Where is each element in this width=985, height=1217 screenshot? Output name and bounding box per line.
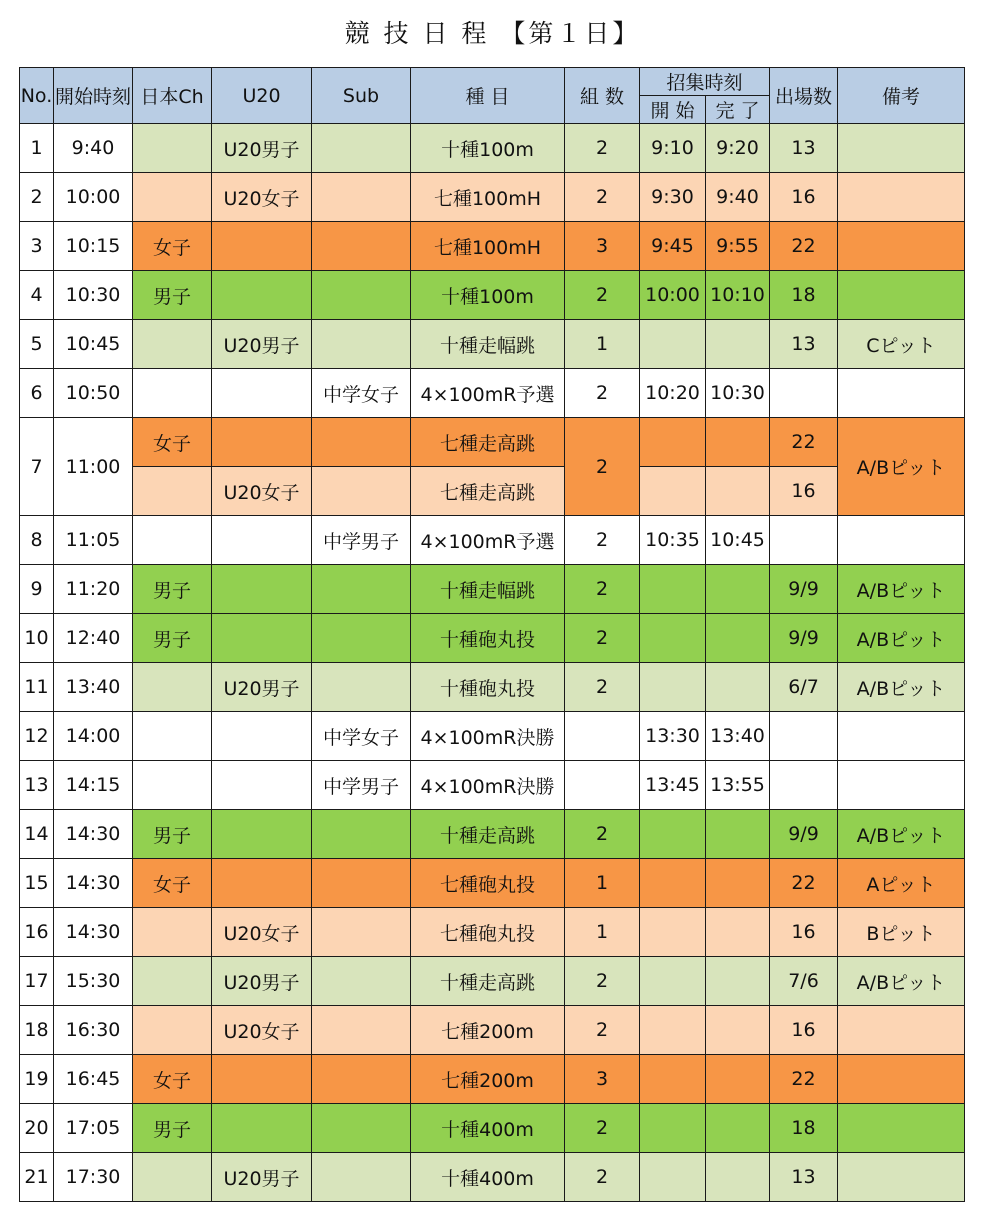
- schedule-body: [20, 124, 965, 1202]
- table-row: [20, 1006, 965, 1055]
- row-groups: 2: [565, 124, 640, 173]
- row-start-time: 10:30: [54, 271, 133, 320]
- row-sub: [312, 418, 411, 467]
- row-entries: [770, 516, 838, 565]
- row-notes: [838, 516, 965, 565]
- row-u20: [212, 516, 312, 565]
- row-groups: 2: [565, 418, 640, 516]
- row-notes: [838, 712, 965, 761]
- row-entries: 9/9: [770, 565, 838, 614]
- row-japan-ch: 女子: [133, 418, 212, 467]
- row-groups: 2: [565, 810, 640, 859]
- row-sub: [312, 1153, 411, 1202]
- row-japan-ch: [133, 1006, 212, 1055]
- row-u20: [212, 418, 312, 467]
- row-call-start: [640, 1055, 706, 1104]
- row-sub: [312, 1055, 411, 1104]
- row-sub: [312, 663, 411, 712]
- row-start-time: 14:15: [54, 761, 133, 810]
- row-call-end: [706, 1055, 770, 1104]
- row-start-time: 14:30: [54, 810, 133, 859]
- row-call-start: [640, 1006, 706, 1055]
- row-no: 21: [20, 1153, 54, 1202]
- row-start-time: 9:40: [54, 124, 133, 173]
- row-event: 七種100mH: [411, 173, 565, 222]
- row-notes: [838, 1006, 965, 1055]
- row-sub: [312, 859, 411, 908]
- row-call-end: 9:20: [706, 124, 770, 173]
- row-u20: U20男子: [212, 957, 312, 1006]
- row-call-end: [706, 614, 770, 663]
- row-entries: [770, 369, 838, 418]
- row-call-end: 9:55: [706, 222, 770, 271]
- row-u20: [212, 271, 312, 320]
- row-u20: [212, 1104, 312, 1153]
- row-start-time: 15:30: [54, 957, 133, 1006]
- row-no: 7: [20, 418, 54, 516]
- row-event: 十種砲丸投: [411, 663, 565, 712]
- table-row: [20, 467, 965, 516]
- row-no: 2: [20, 173, 54, 222]
- row-entries: 9/9: [770, 810, 838, 859]
- row-japan-ch: [133, 908, 212, 957]
- row-entries: 16: [770, 1006, 838, 1055]
- row-start-time: 17:05: [54, 1104, 133, 1153]
- row-call-start: 10:00: [640, 271, 706, 320]
- row-u20: [212, 1055, 312, 1104]
- row-sub: 中学男子: [312, 761, 411, 810]
- row-event: 十種100m: [411, 271, 565, 320]
- table-row: [20, 173, 965, 222]
- row-call-start: [640, 663, 706, 712]
- row-event: 七種200m: [411, 1055, 565, 1104]
- row-call-end: [706, 565, 770, 614]
- row-japan-ch: [133, 1153, 212, 1202]
- row-sub: 中学女子: [312, 712, 411, 761]
- row-notes: A/Bピット: [838, 418, 965, 516]
- row-japan-ch: [133, 467, 212, 516]
- row-call-start: [640, 1153, 706, 1202]
- row-notes: A/Bピット: [838, 565, 965, 614]
- row-groups: 2: [565, 1006, 640, 1055]
- row-notes: [838, 124, 965, 173]
- row-call-start: [640, 1104, 706, 1153]
- row-notes: [838, 173, 965, 222]
- row-entries: 16: [770, 908, 838, 957]
- row-call-end: [706, 320, 770, 369]
- header-no: No.: [20, 68, 54, 124]
- row-no: 5: [20, 320, 54, 369]
- row-event: 4×100mR予選: [411, 369, 565, 418]
- row-no: 17: [20, 957, 54, 1006]
- row-notes: A/Bピット: [838, 957, 965, 1006]
- row-groups: 2: [565, 1104, 640, 1153]
- row-u20: U20男子: [212, 1153, 312, 1202]
- row-event: 4×100mR決勝: [411, 712, 565, 761]
- header-groups: 組 数: [565, 68, 640, 124]
- row-call-start: 9:10: [640, 124, 706, 173]
- row-call-start: [640, 859, 706, 908]
- row-notes: [838, 761, 965, 810]
- row-groups: [565, 761, 640, 810]
- row-start-time: 16:45: [54, 1055, 133, 1104]
- row-event: 七種200m: [411, 1006, 565, 1055]
- row-no: 16: [20, 908, 54, 957]
- header-event: 種 目: [411, 68, 565, 124]
- row-start-time: 11:05: [54, 516, 133, 565]
- row-start-time: 16:30: [54, 1006, 133, 1055]
- row-japan-ch: [133, 369, 212, 418]
- row-event: 4×100mR予選: [411, 516, 565, 565]
- row-japan-ch: [133, 712, 212, 761]
- row-call-end: 10:45: [706, 516, 770, 565]
- row-no: 9: [20, 565, 54, 614]
- row-entries: 22: [770, 222, 838, 271]
- row-notes: A/Bピット: [838, 663, 965, 712]
- row-no: 13: [20, 761, 54, 810]
- row-start-time: 11:00: [54, 418, 133, 516]
- row-groups: 2: [565, 663, 640, 712]
- row-groups: 1: [565, 908, 640, 957]
- table-row: [20, 222, 965, 271]
- row-call-end: [706, 467, 770, 516]
- row-call-end: [706, 1104, 770, 1153]
- row-event: 十種400m: [411, 1104, 565, 1153]
- row-call-start: [640, 565, 706, 614]
- row-start-time: 14:30: [54, 859, 133, 908]
- row-entries: 6/7: [770, 663, 838, 712]
- row-call-start: [640, 810, 706, 859]
- row-japan-ch: 男子: [133, 1104, 212, 1153]
- row-u20: [212, 761, 312, 810]
- row-groups: [565, 712, 640, 761]
- row-start-time: 10:50: [54, 369, 133, 418]
- row-u20: [212, 614, 312, 663]
- row-call-start: 10:20: [640, 369, 706, 418]
- row-call-start: [640, 467, 706, 516]
- table-row: [20, 1104, 965, 1153]
- row-event: 十種砲丸投: [411, 614, 565, 663]
- row-sub: [312, 173, 411, 222]
- row-japan-ch: 女子: [133, 859, 212, 908]
- row-call-start: 9:45: [640, 222, 706, 271]
- row-entries: 22: [770, 1055, 838, 1104]
- row-entries: 16: [770, 173, 838, 222]
- row-japan-ch: [133, 173, 212, 222]
- row-u20: [212, 369, 312, 418]
- row-call-end: [706, 810, 770, 859]
- row-groups: 2: [565, 369, 640, 418]
- row-no: 8: [20, 516, 54, 565]
- row-notes: Cピット: [838, 320, 965, 369]
- row-japan-ch: 男子: [133, 810, 212, 859]
- row-sub: 中学女子: [312, 369, 411, 418]
- row-event: 七種走高跳: [411, 418, 565, 467]
- row-japan-ch: [133, 320, 212, 369]
- row-japan-ch: [133, 516, 212, 565]
- row-japan-ch: [133, 663, 212, 712]
- row-call-end: [706, 1006, 770, 1055]
- table-row: [20, 1055, 965, 1104]
- row-event: 十種走幅跳: [411, 565, 565, 614]
- table-row: [20, 810, 965, 859]
- row-call-end: 13:55: [706, 761, 770, 810]
- row-no: 19: [20, 1055, 54, 1104]
- row-sub: [312, 467, 411, 516]
- row-u20: [212, 859, 312, 908]
- row-sub: [312, 1006, 411, 1055]
- page-title: 競 技 日 程 【第１日】: [344, 19, 641, 48]
- row-entries: 13: [770, 1153, 838, 1202]
- row-start-time: 10:00: [54, 173, 133, 222]
- row-no: 1: [20, 124, 54, 173]
- row-japan-ch: 女子: [133, 1055, 212, 1104]
- row-call-start: [640, 418, 706, 467]
- row-call-start: [640, 957, 706, 1006]
- row-japan-ch: [133, 761, 212, 810]
- row-entries: [770, 712, 838, 761]
- row-call-end: [706, 957, 770, 1006]
- row-no: 11: [20, 663, 54, 712]
- row-event: 七種走高跳: [411, 467, 565, 516]
- row-event: 4×100mR決勝: [411, 761, 565, 810]
- row-groups: 2: [565, 173, 640, 222]
- row-start-time: 17:30: [54, 1153, 133, 1202]
- row-notes: [838, 1055, 965, 1104]
- header-call-time: 招集時刻: [640, 68, 770, 96]
- row-entries: 22: [770, 859, 838, 908]
- row-no: 3: [20, 222, 54, 271]
- row-notes: Bピット: [838, 908, 965, 957]
- row-call-start: 13:30: [640, 712, 706, 761]
- row-entries: 9/9: [770, 614, 838, 663]
- row-entries: [770, 761, 838, 810]
- row-sub: [312, 124, 411, 173]
- row-call-start: 10:35: [640, 516, 706, 565]
- table-row: [20, 124, 965, 173]
- row-event: 七種砲丸投: [411, 908, 565, 957]
- row-notes: Aピット: [838, 859, 965, 908]
- row-event: 十種走幅跳: [411, 320, 565, 369]
- row-entries: 18: [770, 271, 838, 320]
- row-start-time: 10:45: [54, 320, 133, 369]
- row-no: 20: [20, 1104, 54, 1153]
- row-sub: [312, 320, 411, 369]
- row-no: 4: [20, 271, 54, 320]
- table-row: [20, 369, 965, 418]
- table-row: [20, 1153, 965, 1202]
- row-start-time: 12:40: [54, 614, 133, 663]
- row-sub: [312, 222, 411, 271]
- header-call-end: 完 了: [706, 96, 770, 124]
- header-start-time: 開始時刻: [54, 68, 133, 124]
- row-notes: A/Bピット: [838, 614, 965, 663]
- row-call-end: [706, 1153, 770, 1202]
- row-entries: 18: [770, 1104, 838, 1153]
- row-notes: A/Bピット: [838, 810, 965, 859]
- row-call-end: [706, 418, 770, 467]
- row-entries: 13: [770, 320, 838, 369]
- row-no: 6: [20, 369, 54, 418]
- row-notes: [838, 369, 965, 418]
- row-sub: 中学男子: [312, 516, 411, 565]
- row-u20: U20男子: [212, 320, 312, 369]
- row-u20: [212, 712, 312, 761]
- table-row: [20, 957, 965, 1006]
- row-sub: [312, 957, 411, 1006]
- row-start-time: 13:40: [54, 663, 133, 712]
- row-u20: [212, 810, 312, 859]
- row-start-time: 10:15: [54, 222, 133, 271]
- row-no: 12: [20, 712, 54, 761]
- row-start-time: 14:30: [54, 908, 133, 957]
- row-no: 10: [20, 614, 54, 663]
- row-japan-ch: 男子: [133, 565, 212, 614]
- row-japan-ch: 女子: [133, 222, 212, 271]
- row-notes: [838, 222, 965, 271]
- row-notes: [838, 271, 965, 320]
- row-sub: [312, 565, 411, 614]
- row-call-start: [640, 320, 706, 369]
- row-no: 15: [20, 859, 54, 908]
- row-u20: U20女子: [212, 467, 312, 516]
- row-japan-ch: [133, 124, 212, 173]
- row-event: 七種砲丸投: [411, 859, 565, 908]
- row-groups: 2: [565, 516, 640, 565]
- table-row: [20, 663, 965, 712]
- row-call-end: 10:30: [706, 369, 770, 418]
- table-row: [20, 418, 965, 467]
- table-row: [20, 712, 965, 761]
- row-u20: U20男子: [212, 124, 312, 173]
- row-sub: [312, 614, 411, 663]
- row-call-end: 10:10: [706, 271, 770, 320]
- row-notes: [838, 1104, 965, 1153]
- row-sub: [312, 908, 411, 957]
- header-u20: U20: [212, 68, 312, 124]
- row-groups: 1: [565, 320, 640, 369]
- table-row: [20, 908, 965, 957]
- row-u20: U20女子: [212, 173, 312, 222]
- row-u20: U20女子: [212, 908, 312, 957]
- row-call-end: [706, 663, 770, 712]
- row-entries: 13: [770, 124, 838, 173]
- row-u20: U20男子: [212, 663, 312, 712]
- row-groups: 2: [565, 1153, 640, 1202]
- row-call-end: 13:40: [706, 712, 770, 761]
- table-row: [20, 320, 965, 369]
- row-call-end: 9:40: [706, 173, 770, 222]
- row-event: 十種走高跳: [411, 957, 565, 1006]
- row-notes: [838, 1153, 965, 1202]
- row-no: 18: [20, 1006, 54, 1055]
- header-entries: 出場数: [770, 68, 838, 124]
- row-u20: [212, 222, 312, 271]
- row-sub: [312, 810, 411, 859]
- row-entries: 16: [770, 467, 838, 516]
- header-call-start: 開 始: [640, 96, 706, 124]
- row-japan-ch: 男子: [133, 614, 212, 663]
- row-entries: 22: [770, 418, 838, 467]
- row-japan-ch: 男子: [133, 271, 212, 320]
- table-row: [20, 271, 965, 320]
- row-call-end: [706, 908, 770, 957]
- row-no: 14: [20, 810, 54, 859]
- row-sub: [312, 1104, 411, 1153]
- row-japan-ch: [133, 957, 212, 1006]
- table-row: [20, 614, 965, 663]
- table-row: [20, 859, 965, 908]
- row-groups: 3: [565, 1055, 640, 1104]
- row-call-start: 9:30: [640, 173, 706, 222]
- row-start-time: 11:20: [54, 565, 133, 614]
- row-groups: 3: [565, 222, 640, 271]
- row-groups: 2: [565, 614, 640, 663]
- row-call-start: 13:45: [640, 761, 706, 810]
- row-groups: 2: [565, 957, 640, 1006]
- row-u20: [212, 565, 312, 614]
- row-call-start: [640, 908, 706, 957]
- row-start-time: 14:00: [54, 712, 133, 761]
- table-row: [20, 565, 965, 614]
- row-event: 十種100m: [411, 124, 565, 173]
- row-call-end: [706, 859, 770, 908]
- schedule-table: [19, 67, 965, 1202]
- header-sub: Sub: [312, 68, 411, 124]
- row-call-start: [640, 614, 706, 663]
- row-groups: 1: [565, 859, 640, 908]
- row-groups: 2: [565, 565, 640, 614]
- header-japan-ch: 日本Ch: [133, 68, 212, 124]
- header-notes: 備考: [838, 68, 965, 124]
- row-event: 十種走高跳: [411, 810, 565, 859]
- row-u20: U20女子: [212, 1006, 312, 1055]
- row-event: 七種100mH: [411, 222, 565, 271]
- row-groups: 2: [565, 271, 640, 320]
- row-sub: [312, 271, 411, 320]
- table-row: [20, 761, 965, 810]
- row-entries: 7/6: [770, 957, 838, 1006]
- row-event: 十種400m: [411, 1153, 565, 1202]
- table-row: [20, 516, 965, 565]
